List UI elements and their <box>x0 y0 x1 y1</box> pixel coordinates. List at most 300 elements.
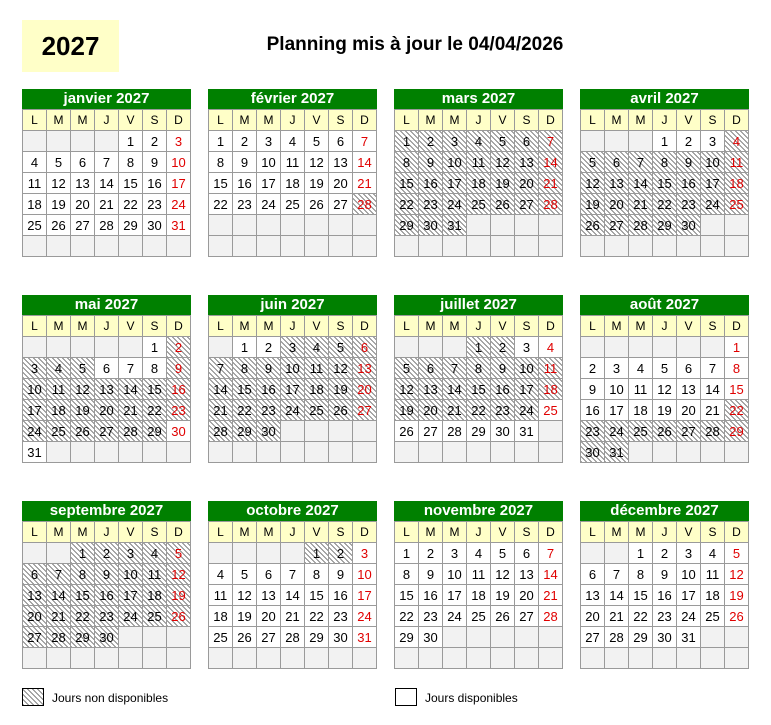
day-cell: 4 <box>539 337 563 358</box>
day-cell: 2 <box>167 337 191 358</box>
day-cell: 3 <box>281 337 305 358</box>
month-header: juin 2027 <box>208 295 377 315</box>
day-cell: 6 <box>257 564 281 585</box>
weekday-header: L <box>395 522 419 543</box>
day-cell: 19 <box>653 400 677 421</box>
day-cell: 4 <box>209 564 233 585</box>
day-cell: 5 <box>167 543 191 564</box>
weekday-header: J <box>95 522 119 543</box>
day-cell: 20 <box>95 400 119 421</box>
weekday-header: S <box>515 316 539 337</box>
day-cell: 10 <box>443 564 467 585</box>
day-cell: 13 <box>515 152 539 173</box>
empty-cell <box>71 337 95 358</box>
empty-cell <box>47 543 71 564</box>
day-cell: 12 <box>653 379 677 400</box>
weekday-header: S <box>701 522 725 543</box>
day-cell: 28 <box>539 194 563 215</box>
weekday-header: M <box>47 110 71 131</box>
day-cell: 27 <box>677 421 701 442</box>
day-cell: 14 <box>47 585 71 606</box>
empty-cell <box>395 236 419 257</box>
day-cell: 30 <box>677 215 701 236</box>
empty-cell <box>515 627 539 648</box>
day-cell: 13 <box>581 585 605 606</box>
day-cell: 30 <box>143 215 167 236</box>
empty-cell <box>515 648 539 669</box>
empty-cell <box>629 442 653 463</box>
weekday-header: M <box>443 110 467 131</box>
day-cell: 24 <box>605 421 629 442</box>
day-cell: 22 <box>653 194 677 215</box>
month-days-grid <box>394 521 563 669</box>
day-cell: 7 <box>629 152 653 173</box>
month-days-grid <box>22 315 191 463</box>
day-cell: 15 <box>71 585 95 606</box>
day-cell: 1 <box>305 543 329 564</box>
empty-cell <box>491 627 515 648</box>
day-cell: 21 <box>47 606 71 627</box>
day-cell: 11 <box>281 152 305 173</box>
month-days-grid <box>394 315 563 463</box>
day-cell: 29 <box>143 421 167 442</box>
weekday-header: L <box>23 110 47 131</box>
day-cell: 21 <box>443 400 467 421</box>
day-cell: 18 <box>725 173 749 194</box>
empty-cell <box>515 236 539 257</box>
day-cell: 29 <box>653 215 677 236</box>
empty-cell <box>71 236 95 257</box>
weekday-header: M <box>71 316 95 337</box>
empty-cell <box>257 442 281 463</box>
empty-cell <box>605 648 629 669</box>
day-cell: 19 <box>491 173 515 194</box>
empty-cell <box>233 648 257 669</box>
empty-cell <box>143 648 167 669</box>
empty-cell <box>71 442 95 463</box>
empty-cell <box>233 236 257 257</box>
day-cell: 21 <box>539 585 563 606</box>
day-cell: 19 <box>305 173 329 194</box>
day-cell: 3 <box>443 543 467 564</box>
day-cell: 28 <box>629 215 653 236</box>
weekday-header: D <box>539 522 563 543</box>
day-cell: 17 <box>353 585 377 606</box>
day-cell: 29 <box>467 421 491 442</box>
empty-cell <box>257 236 281 257</box>
day-cell: 5 <box>329 337 353 358</box>
day-cell: 26 <box>329 400 353 421</box>
day-cell: 7 <box>539 131 563 152</box>
month-header: mars 2027 <box>394 89 563 109</box>
day-cell: 20 <box>257 606 281 627</box>
day-cell: 16 <box>677 173 701 194</box>
empty-cell <box>443 627 467 648</box>
day-cell: 20 <box>419 400 443 421</box>
day-cell: 16 <box>419 585 443 606</box>
empty-cell <box>419 648 443 669</box>
day-cell: 11 <box>209 585 233 606</box>
weekday-header: D <box>725 522 749 543</box>
empty-cell <box>491 648 515 669</box>
weekday-header: M <box>605 522 629 543</box>
empty-cell <box>209 215 233 236</box>
empty-cell <box>71 648 95 669</box>
weekday-header: M <box>71 522 95 543</box>
day-cell: 18 <box>467 173 491 194</box>
day-cell: 5 <box>305 131 329 152</box>
month-header: novembre 2027 <box>394 501 563 521</box>
month-calendar <box>22 295 191 463</box>
day-cell: 21 <box>95 194 119 215</box>
day-cell: 21 <box>629 194 653 215</box>
day-cell: 31 <box>677 627 701 648</box>
day-cell: 18 <box>701 585 725 606</box>
empty-cell <box>677 236 701 257</box>
month-calendar <box>580 295 749 463</box>
day-cell: 26 <box>71 421 95 442</box>
day-cell: 25 <box>143 606 167 627</box>
day-cell: 26 <box>491 606 515 627</box>
day-cell: 29 <box>119 215 143 236</box>
month-header: août 2027 <box>580 295 749 315</box>
empty-cell <box>143 236 167 257</box>
empty-cell <box>653 442 677 463</box>
empty-cell <box>281 421 305 442</box>
day-cell: 21 <box>605 606 629 627</box>
day-cell: 15 <box>629 585 653 606</box>
day-cell: 25 <box>467 606 491 627</box>
day-cell: 23 <box>419 606 443 627</box>
day-cell: 16 <box>167 379 191 400</box>
empty-cell <box>23 236 47 257</box>
day-cell: 8 <box>395 564 419 585</box>
weekday-header: J <box>281 316 305 337</box>
day-cell: 8 <box>71 564 95 585</box>
day-cell: 22 <box>209 194 233 215</box>
weekday-header: J <box>467 522 491 543</box>
day-cell: 24 <box>23 421 47 442</box>
day-cell: 28 <box>701 421 725 442</box>
day-cell: 9 <box>95 564 119 585</box>
day-cell: 4 <box>701 543 725 564</box>
day-cell: 20 <box>581 606 605 627</box>
day-cell: 9 <box>677 152 701 173</box>
day-cell: 29 <box>395 627 419 648</box>
empty-cell <box>581 131 605 152</box>
day-cell: 17 <box>23 400 47 421</box>
empty-cell <box>329 215 353 236</box>
weekday-header: V <box>491 522 515 543</box>
day-cell: 2 <box>677 131 701 152</box>
weekday-header: V <box>491 316 515 337</box>
day-cell: 20 <box>23 606 47 627</box>
empty-cell <box>539 215 563 236</box>
day-cell: 26 <box>491 194 515 215</box>
empty-cell <box>167 627 191 648</box>
day-cell: 15 <box>395 585 419 606</box>
empty-cell <box>71 131 95 152</box>
day-cell: 23 <box>257 400 281 421</box>
day-cell: 25 <box>209 627 233 648</box>
day-cell: 8 <box>305 564 329 585</box>
day-cell: 10 <box>443 152 467 173</box>
empty-cell <box>605 543 629 564</box>
empty-cell <box>605 236 629 257</box>
day-cell: 26 <box>47 215 71 236</box>
day-cell: 22 <box>233 400 257 421</box>
day-cell: 7 <box>353 131 377 152</box>
day-cell: 6 <box>353 337 377 358</box>
weekday-header: S <box>701 110 725 131</box>
day-cell: 21 <box>119 400 143 421</box>
day-cell: 10 <box>257 152 281 173</box>
empty-cell <box>353 236 377 257</box>
day-cell: 12 <box>395 379 419 400</box>
weekday-header: S <box>329 110 353 131</box>
empty-cell <box>95 442 119 463</box>
day-cell: 18 <box>539 379 563 400</box>
empty-cell <box>539 236 563 257</box>
day-cell: 12 <box>233 585 257 606</box>
day-cell: 25 <box>539 400 563 421</box>
day-cell: 30 <box>95 627 119 648</box>
empty-cell <box>419 337 443 358</box>
day-cell: 1 <box>119 131 143 152</box>
day-cell: 9 <box>491 358 515 379</box>
empty-cell <box>443 337 467 358</box>
day-cell: 11 <box>629 379 653 400</box>
day-cell: 6 <box>23 564 47 585</box>
day-cell: 4 <box>725 131 749 152</box>
empty-cell <box>305 648 329 669</box>
day-cell: 22 <box>629 606 653 627</box>
empty-cell <box>233 442 257 463</box>
day-cell: 12 <box>581 173 605 194</box>
day-cell: 1 <box>233 337 257 358</box>
month-calendar <box>22 89 191 257</box>
day-cell: 17 <box>515 379 539 400</box>
empty-cell <box>539 442 563 463</box>
weekday-header: L <box>209 316 233 337</box>
day-cell: 22 <box>119 194 143 215</box>
empty-cell <box>581 543 605 564</box>
month-header: octobre 2027 <box>208 501 377 521</box>
month-calendar <box>208 89 377 257</box>
day-cell: 14 <box>605 585 629 606</box>
day-cell: 7 <box>539 543 563 564</box>
day-cell: 30 <box>257 421 281 442</box>
weekday-header: J <box>281 522 305 543</box>
day-cell: 28 <box>539 606 563 627</box>
day-cell: 28 <box>281 627 305 648</box>
day-cell: 15 <box>119 173 143 194</box>
empty-cell <box>47 648 71 669</box>
weekday-header: S <box>515 110 539 131</box>
empty-cell <box>581 236 605 257</box>
day-cell: 8 <box>467 358 491 379</box>
day-cell: 10 <box>515 358 539 379</box>
day-cell: 10 <box>677 564 701 585</box>
day-cell: 12 <box>491 152 515 173</box>
empty-cell <box>23 131 47 152</box>
legend-unavailable-swatch <box>22 688 44 706</box>
empty-cell <box>653 648 677 669</box>
empty-cell <box>47 131 71 152</box>
weekday-header: M <box>257 316 281 337</box>
day-cell: 22 <box>143 400 167 421</box>
weekday-header: J <box>653 110 677 131</box>
day-cell: 4 <box>281 131 305 152</box>
day-cell: 25 <box>701 606 725 627</box>
day-cell: 5 <box>725 543 749 564</box>
day-cell: 1 <box>725 337 749 358</box>
day-cell: 10 <box>281 358 305 379</box>
month-days-grid <box>580 521 749 669</box>
empty-cell <box>467 236 491 257</box>
day-cell: 2 <box>419 131 443 152</box>
weekday-header: L <box>209 522 233 543</box>
day-cell: 17 <box>443 173 467 194</box>
empty-cell <box>539 421 563 442</box>
empty-cell <box>677 442 701 463</box>
weekday-header: L <box>23 316 47 337</box>
day-cell: 27 <box>581 627 605 648</box>
month-calendar <box>394 89 563 257</box>
empty-cell <box>257 648 281 669</box>
empty-cell <box>209 543 233 564</box>
day-cell: 11 <box>47 379 71 400</box>
weekday-header: D <box>167 316 191 337</box>
day-cell: 27 <box>71 215 95 236</box>
weekday-header: M <box>629 522 653 543</box>
empty-cell <box>443 236 467 257</box>
day-cell: 23 <box>95 606 119 627</box>
day-cell: 29 <box>71 627 95 648</box>
day-cell: 3 <box>167 131 191 152</box>
day-cell: 29 <box>395 215 419 236</box>
day-cell: 10 <box>353 564 377 585</box>
day-cell: 9 <box>167 358 191 379</box>
legend-unavailable-label: Jours non disponibles <box>52 691 169 705</box>
day-cell: 3 <box>515 337 539 358</box>
day-cell: 12 <box>329 358 353 379</box>
page-title: Planning mis à jour le 04/04/2026 <box>266 34 564 55</box>
day-cell: 26 <box>653 421 677 442</box>
day-cell: 16 <box>257 379 281 400</box>
day-cell: 9 <box>329 564 353 585</box>
weekday-header: D <box>725 110 749 131</box>
day-cell: 10 <box>23 379 47 400</box>
day-cell: 9 <box>233 152 257 173</box>
empty-cell <box>677 337 701 358</box>
day-cell: 17 <box>701 173 725 194</box>
day-cell: 2 <box>143 131 167 152</box>
day-cell: 21 <box>353 173 377 194</box>
empty-cell <box>353 421 377 442</box>
day-cell: 20 <box>329 173 353 194</box>
empty-cell <box>491 236 515 257</box>
weekday-header: D <box>353 522 377 543</box>
weekday-header: J <box>653 522 677 543</box>
empty-cell <box>581 337 605 358</box>
weekday-header: M <box>233 316 257 337</box>
day-cell: 16 <box>653 585 677 606</box>
day-cell: 11 <box>305 358 329 379</box>
day-cell: 5 <box>491 131 515 152</box>
day-cell: 12 <box>167 564 191 585</box>
day-cell: 23 <box>581 421 605 442</box>
empty-cell <box>329 648 353 669</box>
day-cell: 7 <box>605 564 629 585</box>
empty-cell <box>419 442 443 463</box>
day-cell: 11 <box>701 564 725 585</box>
empty-cell <box>95 236 119 257</box>
empty-cell <box>467 648 491 669</box>
empty-cell <box>281 543 305 564</box>
day-cell: 23 <box>491 400 515 421</box>
day-cell: 4 <box>467 131 491 152</box>
empty-cell <box>209 648 233 669</box>
day-cell: 12 <box>71 379 95 400</box>
empty-cell <box>653 236 677 257</box>
day-cell: 7 <box>47 564 71 585</box>
day-cell: 2 <box>419 543 443 564</box>
empty-cell <box>119 236 143 257</box>
day-cell: 24 <box>281 400 305 421</box>
legend-available-swatch <box>395 688 417 706</box>
empty-cell <box>305 236 329 257</box>
year-text: 2027 <box>41 30 100 61</box>
day-cell: 12 <box>491 564 515 585</box>
empty-cell <box>329 442 353 463</box>
empty-cell <box>515 442 539 463</box>
day-cell: 29 <box>233 421 257 442</box>
day-cell: 15 <box>467 379 491 400</box>
day-cell: 18 <box>467 585 491 606</box>
empty-cell <box>629 131 653 152</box>
empty-cell <box>353 215 377 236</box>
day-cell: 17 <box>443 585 467 606</box>
empty-cell <box>95 337 119 358</box>
day-cell: 31 <box>443 215 467 236</box>
empty-cell <box>581 648 605 669</box>
day-cell: 28 <box>605 627 629 648</box>
legend-available-label: Jours disponibles <box>425 691 518 705</box>
month-calendar <box>22 501 191 669</box>
day-cell: 21 <box>701 400 725 421</box>
weekday-header: M <box>605 316 629 337</box>
empty-cell <box>701 215 725 236</box>
weekday-header: M <box>419 316 443 337</box>
empty-cell <box>677 648 701 669</box>
day-cell: 6 <box>329 131 353 152</box>
day-cell: 23 <box>143 194 167 215</box>
day-cell: 4 <box>47 358 71 379</box>
empty-cell <box>209 442 233 463</box>
day-cell: 7 <box>281 564 305 585</box>
day-cell: 25 <box>629 421 653 442</box>
day-cell: 7 <box>209 358 233 379</box>
empty-cell <box>119 337 143 358</box>
day-cell: 8 <box>143 358 167 379</box>
day-cell: 15 <box>143 379 167 400</box>
day-cell: 6 <box>515 543 539 564</box>
empty-cell <box>167 236 191 257</box>
day-cell: 6 <box>605 152 629 173</box>
day-cell: 27 <box>419 421 443 442</box>
day-cell: 23 <box>677 194 701 215</box>
